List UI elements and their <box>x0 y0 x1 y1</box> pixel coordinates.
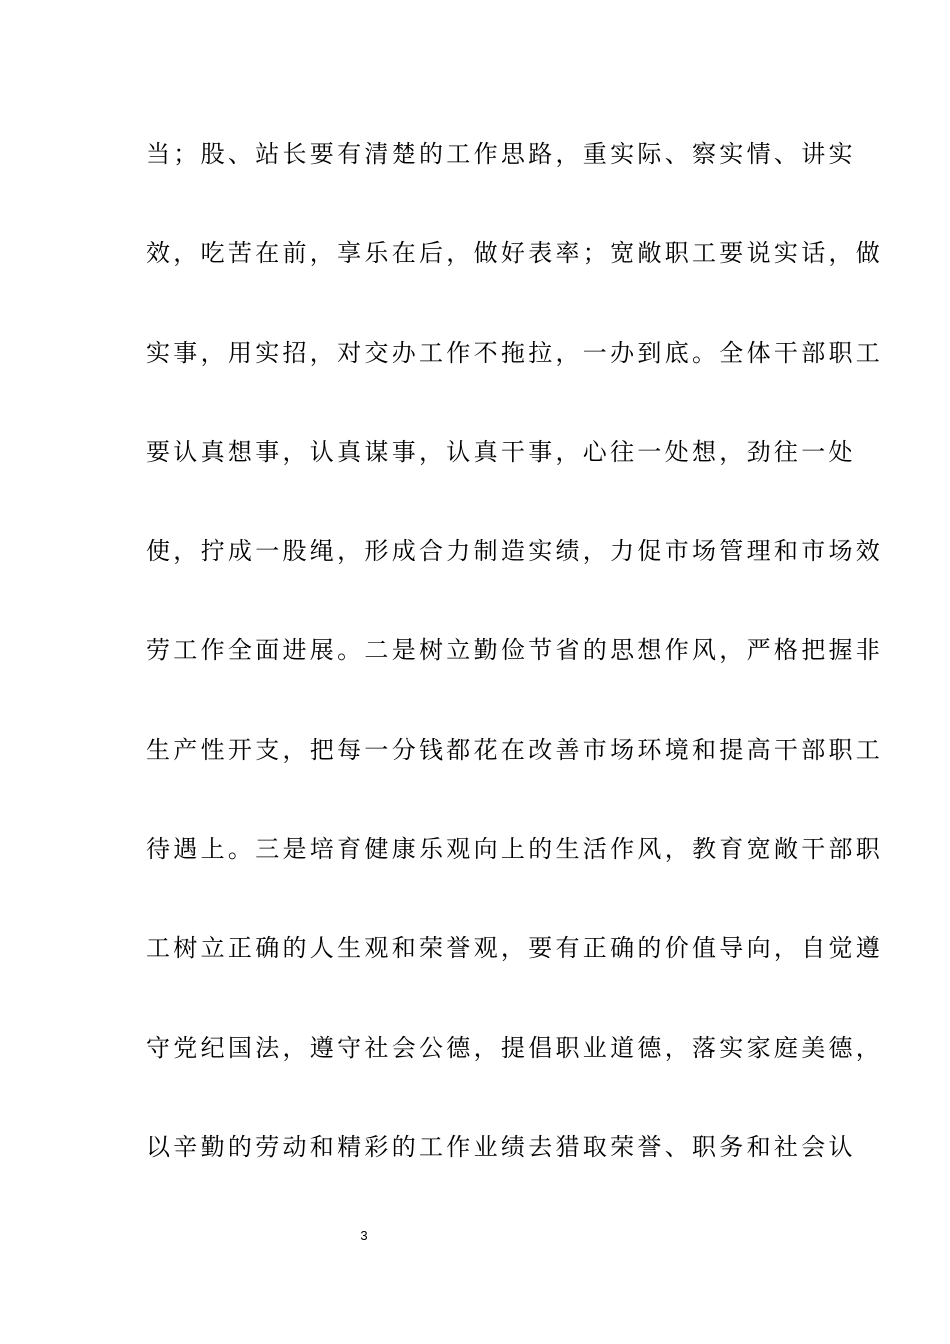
text-line: 要认真想事，认真谋事，认真干事，心往一处想，劲往一处 <box>146 437 856 466</box>
page-number: 3 <box>360 1228 368 1243</box>
text-line: 守党纪国法，遵守社会公德，提倡职业道德，落实家庭美德， <box>146 1033 884 1062</box>
text-line: 工树立正确的人生观和荣誉观，要有正确的价值导向，自觉遵 <box>146 934 884 963</box>
body-text <box>146 132 884 1224</box>
text-line: 生产性开支，把每一分钱都花在改善市场环境和提高干部职工 <box>146 735 884 764</box>
text-line: 劳工作全面进展。二是树立勤俭节省的思想作风，严格把握非 <box>146 636 884 665</box>
text-line: 实事，用实招，对交办工作不拖拉，一办到底。全体干部职工 <box>146 338 884 367</box>
text-line: 当；股、站长要有清楚的工作思路，重实际、察实情、讲实 <box>146 140 856 168</box>
text-line: 使，拧成一股绳，形成合力制造实绩，力促市场管理和市场效 <box>146 537 884 566</box>
text-line: 以辛勤的劳动和精彩的工作业绩去猎取荣誉、职务和社会认 <box>146 1132 856 1161</box>
text-line: 待遇上。三是培育健康乐观向上的生活作风，教育宽敞干部职 <box>146 835 884 864</box>
text-line: 效，吃苦在前，享乐在后，做好表率；宽敞职工要说实话，做 <box>146 239 884 268</box>
